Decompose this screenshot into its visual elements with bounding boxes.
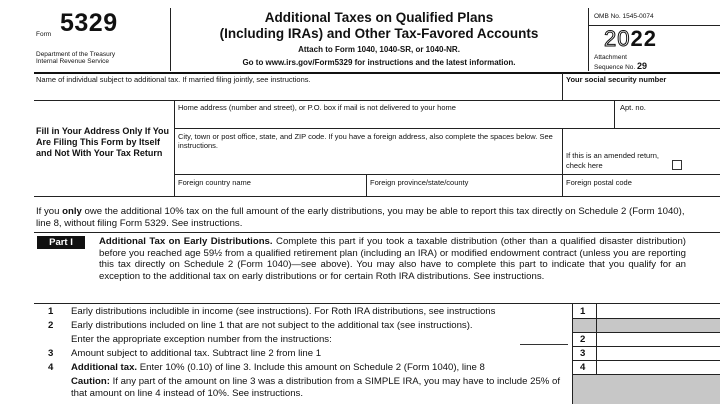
caution-text: If any part of the amount on line 3 was a distribution from a SIMPLE IRA, you may have to include 25% of that amount on line 4 instead of 10%. See instructions.	[71, 376, 560, 399]
line-2-number: 2	[48, 320, 54, 331]
tax-year-prefix: 20	[604, 26, 631, 51]
part1-title: Additional Tax on Early Distributions.	[99, 236, 273, 247]
line-4-lead: Additional tax.	[71, 362, 138, 373]
tax-year	[604, 27, 657, 51]
caution-lead: Caution:	[71, 376, 110, 387]
notice-post: owe the additional 10% tax on the full amount of the early distributions, you may be able to report this tax directly on Schedule 2 (Form 1040), line 8, without filing Form 5329. See instructions.	[36, 206, 685, 229]
part1-tag: Part I	[37, 236, 85, 249]
line-4-number: 4	[48, 362, 54, 373]
line-2-amount[interactable]	[600, 334, 716, 345]
line-4-amount[interactable]	[600, 362, 716, 373]
line-2-exception-text: Enter the appropriate exception number from the instructions:	[71, 334, 332, 345]
goto-instruction: Go to www.irs.gov/Form5329 for instructions and the latest information.	[242, 58, 516, 67]
line-3-number: 3	[48, 348, 54, 359]
sequence-label: Sequence No.	[594, 64, 636, 71]
ssn-field[interactable]	[566, 86, 716, 98]
omb-number: OMB No. 1545-0074	[594, 13, 654, 20]
apt-field[interactable]	[620, 114, 716, 126]
city-label: City, town or post office, state, and ZIP code. If you have a foreign address, also complete the spaces below. See instructions.	[178, 132, 553, 150]
notice-only: only	[62, 206, 82, 217]
fill-in-address-heading: Fill in Your Address Only If You Are Filing This Form by Itself and Not With Your Tax Return	[36, 126, 170, 158]
line-4-body: Enter 10% (0.10) of line 3. Include this amount on Schedule 2 (Form 1040), line 8	[137, 362, 485, 373]
line-2-text: Early distributions included on line 1 that are not subject to the additional tax (see instructions).	[71, 320, 473, 331]
name-label: Name of individual subject to additional tax. If married filing jointly, see instructions.	[36, 75, 311, 84]
form-label: Form	[36, 31, 52, 38]
line-1-number: 1	[48, 306, 54, 317]
foreign-postal-label: Foreign postal code	[566, 178, 632, 187]
agency: Internal Revenue Service	[36, 58, 109, 65]
ssn-label: Your social security number	[566, 75, 667, 84]
direct-reporting-notice	[36, 206, 686, 229]
line-2-exception-number[interactable]	[520, 334, 568, 345]
home-address-label: Home address (number and street), or P.O. box if mail is not delivered to your home	[178, 103, 456, 112]
amended-return-checkbox[interactable]	[672, 160, 682, 170]
attach-instruction: Attach to Form 1040, 1040-SR, or 1040-NR.	[298, 45, 460, 54]
sequence-value: 29	[637, 61, 648, 71]
line-1-text: Early distributions includible in income (see instructions). For Roth IRA distributions, see instructions	[71, 306, 496, 317]
line-2-box-number: 2	[580, 334, 586, 345]
tax-year-suffix: 22	[630, 26, 657, 51]
attachment-label: Attachment	[594, 54, 627, 61]
notice-pre: If you	[36, 206, 63, 217]
part1-description	[99, 236, 686, 282]
amended-return-label: If this is an amended return, check here	[566, 151, 659, 170]
form-title-line2: (Including IRAs) and Other Tax-Favored Accounts	[219, 26, 539, 41]
line-4-caution	[71, 376, 566, 399]
line-1-amount[interactable]	[600, 306, 716, 317]
line-1-box-number: 1	[580, 306, 586, 317]
form-number: 5329	[60, 9, 118, 37]
foreign-country-field[interactable]	[178, 186, 362, 196]
city-field[interactable]	[178, 156, 558, 168]
foreign-province-label: Foreign province/state/county	[370, 178, 469, 187]
line-4-box-number: 4	[580, 362, 586, 373]
sequence-number	[594, 61, 647, 71]
line-3-text: Amount subject to additional tax. Subtract line 2 from line 1	[71, 348, 322, 359]
foreign-postal-field[interactable]	[566, 186, 716, 196]
line-3-amount[interactable]	[600, 348, 716, 359]
line-4-text	[71, 362, 566, 374]
part1-text: Complete this part if you took a taxable distribution (other than a qualified disaster distribution) before you reached age 59½ from a qualified retirement plan (including an IRA) or modified endowment contract (unless you are reporting this tax directly on Schedule 2 (Form 1040)—see above). You may also have to complete this part to indicate that you qualify for an exception to the additional tax on early distributions or for certain Roth IRA distributions. See instructions.	[99, 236, 686, 282]
apt-label: Apt. no.	[620, 103, 646, 112]
foreign-province-field[interactable]	[370, 186, 558, 196]
line-3-box-number: 3	[580, 348, 586, 359]
form-title-line1: Additional Taxes on Qualified Plans	[264, 10, 494, 25]
department: Department of the Treasury	[36, 51, 116, 58]
name-field[interactable]	[36, 86, 556, 98]
foreign-country-label: Foreign country name	[178, 178, 251, 187]
home-address-field[interactable]	[178, 114, 608, 126]
